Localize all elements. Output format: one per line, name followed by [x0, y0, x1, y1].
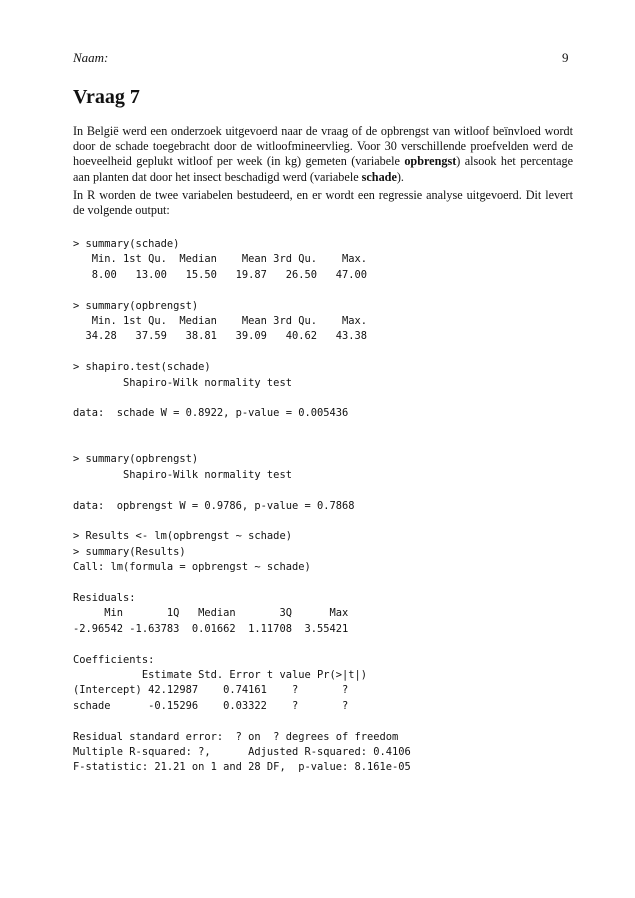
r-output-line: Min. 1st Qu. Median Mean 3rd Qu. Max.	[73, 314, 368, 327]
r-output-line: > Results <- lm(opbrengst ~ schade)	[73, 530, 292, 543]
r-output-line: Multiple R-squared: ?, Adjusted R-squared: 0.4106	[73, 745, 411, 758]
r-output-line: Shapiro-Wilk normality test	[73, 468, 292, 481]
r-output-line: Estimate Std. Error t value Pr(>|t|)	[73, 668, 368, 681]
r-output-line: (Intercept) 42.12987 0.74161 ? ?	[73, 684, 349, 697]
intro-text-part3: ).	[396, 169, 404, 184]
r-output-line: > summary(Results)	[73, 545, 186, 558]
r-output-line	[73, 437, 411, 452]
intro-text-part1: In België werd een onderzoek uitgevoerd naar de vraag of de opbrengst van witloof beïnvloed wordt door de schade toegebracht door de witloofmineervlieg. Voor 30 verschillende proefvelden werd de hoeveelheid geplukt witloof per week (in kg) gemeten (variabele	[73, 124, 573, 169]
r-output-line: data: opbrengst W = 0.9786, p-value = 0.7868	[73, 499, 355, 512]
r-output-line	[73, 714, 411, 729]
r-output-line: > summary(opbrengst)	[73, 299, 199, 312]
r-output-line: Call: lm(formula = opbrengst ~ schade)	[73, 561, 311, 574]
r-output-line: Shapiro-Wilk normality test	[73, 376, 292, 389]
question-title: Vraag 7	[73, 86, 140, 108]
r-output-line	[73, 576, 411, 591]
r-output-block	[73, 237, 411, 776]
r-output-line: > shapiro.test(schade)	[73, 361, 211, 374]
r-output-line: Coefficients:	[73, 653, 155, 666]
r-output-line	[73, 637, 411, 652]
r-output-line: Min. 1st Qu. Median Mean 3rd Qu. Max.	[73, 253, 368, 266]
variable-opbrengst: opbrengst	[404, 154, 457, 169]
r-output-line	[73, 514, 411, 529]
variable-schade: schade	[361, 169, 397, 184]
r-output-line	[73, 483, 411, 498]
intro-text-part2: ) alsook het percentage aan planten dat door het insect beschadigd werd (variabele	[73, 154, 573, 184]
r-output-line	[73, 391, 411, 406]
r-output-line: schade -0.15296 0.03322 ? ?	[73, 699, 349, 712]
r-output-line: Residual standard error: ? on ? degrees of freedom	[73, 730, 399, 743]
output-intro-paragraph: In R worden de twee variabelen bestudeerd, en er wordt een regressie analyse uitgevoerd. Dit levert de volgende output:	[73, 188, 573, 218]
r-output-line	[73, 283, 411, 298]
r-output-line: data: schade W = 0.8922, p-value = 0.005436	[73, 407, 349, 420]
r-output-line: > summary(schade)	[73, 238, 180, 250]
r-output-line	[73, 422, 411, 437]
intro-paragraph	[73, 124, 573, 185]
name-label: Naam:	[73, 50, 109, 65]
r-output-line: -2.96542 -1.63783 0.01662 1.11708 3.55421	[73, 622, 349, 635]
r-output-line: Min 1Q Median 3Q Max	[73, 607, 349, 620]
r-output-line: Residuals:	[73, 591, 136, 604]
r-output-line	[73, 345, 411, 360]
r-output-line: F-statistic: 21.21 on 1 and 28 DF, p-value: 8.161e-05	[73, 761, 411, 774]
page-number: 9	[562, 50, 569, 65]
r-output-line: 34.28 37.59 38.81 39.09 40.62 43.38	[73, 330, 368, 343]
r-output-line: > summary(opbrengst)	[73, 453, 199, 466]
r-output-line: 8.00 13.00 15.50 19.87 26.50 47.00	[73, 268, 368, 281]
